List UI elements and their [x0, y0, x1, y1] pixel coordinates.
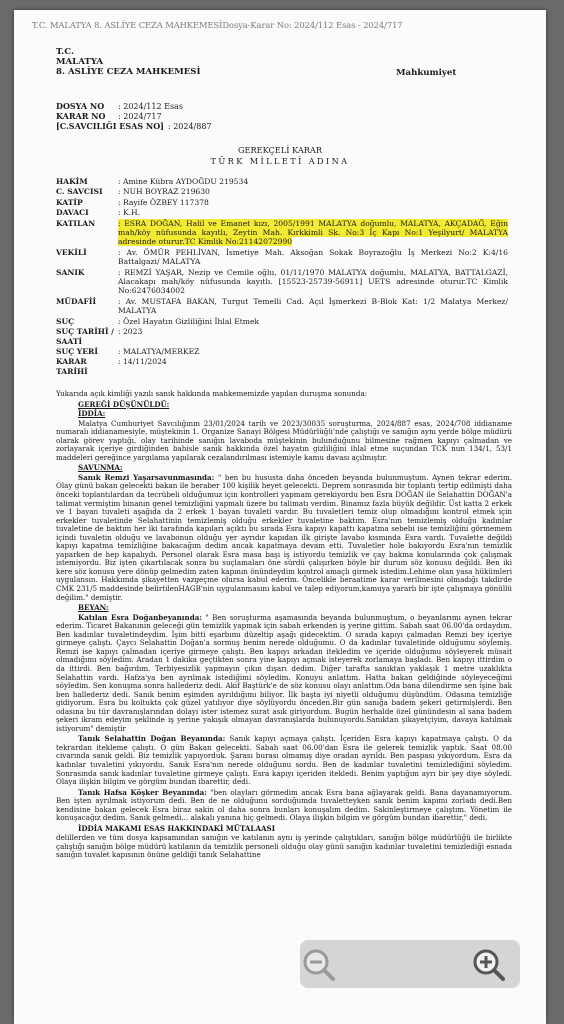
party-row — [56, 248, 508, 267]
paragraph-text: " Ben soruşturma aşamasında beyanda bulunmuştum, o beyanlarımı aynen tekrar ederim. Ticaret Bakanının geleceği gün temizlik yapmak için sabah erkenden iş yerine gittim. Sabah saat 06.00'da ordaydım. Ben kadınlar tuvaletindeydim. İşim bitti eşarbımı düzeltip aşağı gidecektim. O sırada kapıyı çalmadan Remzi bey içeriye girmeye çalıştı. Çaycı Selahattin Doğan'a sormuş benim nerede olduğumu. O da kadınlar tuvaletinde olduğumu söylemiş. Remzi ise kapıyı çalmadan içeriye girmeye çalıştı. Ben kapıyı arkadan itekledim ve içeride olduğumu söyleyerek müsait olmadığımı söyledim. Aradan 1 dakika geçtikten sonra yine kapıyı açmak isteyerek zorlamaya başladı. Ben kapıyı ittirdim o da ittirdi. Ben bağırdım. Terbiyesizlik yapmayın çıkın dışarı dedim. Diğer tarafta sanıktan yaklaşık 1 metre uzaklıkta Selahattin vardı. Hafza'ya ben ayrılmak istediğimi söyledim. Konuyu anlattım. Hatta bakan geldiğinde söyleyeceğimi söyledim. Sen konuşma sonra hallederiz dedi. Akif Baştürk'e de söz konusu olayı anlattım.Oda bana dilendirme sen işine bak ben hallederiz dedi. Sanık benim eşimden ayrıldığımı biliyor. İlk başta iyi niyetli olduğumu düşündüm. Odasına temizliğe gidiyorum. Esra bu koltukta çok güzel yatılıyor diye söylüyordu önceden.Bir gün sanığa badem şekeri getirmişlerdi. Ben odasına bu tür davranışlarından dolayı ister istemez surat asık giriyordum. Bugün herhalde özel günündesin al sana badem şekeri ikram edeyim şeklinde iş yerine yakışık olmayan davranışlarda bulunuyordu.Sanıktan şikayetçiyim, davaya katılmak istiyorum" demiştir — [56, 612, 512, 733]
zoom-in-button[interactable] — [470, 946, 508, 984]
paragraph — [56, 614, 512, 734]
section-heading: İDDİA: — [78, 409, 106, 419]
party-value: : Özel Hayatın Gizliliğini İhlal Etmek — [118, 316, 260, 326]
party-row — [56, 357, 508, 376]
party-label: SUÇ — [56, 316, 75, 326]
party-row — [56, 268, 508, 296]
party-label: KARAR TARİHİ — [56, 357, 88, 376]
document-page — [14, 10, 546, 1024]
case-info-row — [56, 101, 183, 111]
zoom-in-icon — [470, 946, 508, 984]
paragraph — [56, 735, 512, 786]
court-name — [56, 47, 201, 77]
party-label: KATILAN — [56, 218, 96, 228]
section-heading: İDDİA MAKAMI ESAS HAKKINDAKİ MÜTALAASI — [78, 823, 276, 833]
party-label: SUÇ TARİHİ / SAATİ — [56, 327, 114, 346]
party-label: DAVACI — [56, 208, 89, 218]
party-row — [56, 219, 508, 247]
party-label: SUÇ YERİ — [56, 346, 98, 356]
highlighted-text: : ESRA DOĞAN, Halil ve Emanet kızı, 2005/1991 MALATYA doğumlu, MALATYA, AKÇADAĞ, Eğin mah/köy nüfusunda kayıtlı, Zeytin Mah. Kırkkimli Sk. No:3 İç Kapı No:1 Yeşilyurt/ MALATYA adresinde oturur.TC Kimlik No:21142072990 — [118, 218, 508, 247]
intro-paragraph: Yukarıda açık kimliği yazılı sanık hakkında mahkememizde yapılan duruşma sonunda: — [56, 389, 368, 398]
party-label: HAKİM — [56, 177, 88, 186]
case-info-label: [C.SAVCILIĞI ESAS NO] — [56, 121, 164, 131]
party-row — [56, 347, 508, 356]
party-value: : 14/11/2024 — [118, 357, 167, 367]
section-heading: GEREĞİ DÜŞÜNÜLDÜ: — [78, 399, 170, 409]
decision-type: Mahkumiyet — [396, 68, 457, 78]
party-value: : Rayife ÖZBEY 117378 — [118, 197, 209, 207]
party-row — [56, 198, 508, 207]
party-row — [56, 327, 508, 346]
paragraph-text: Sanık kapıyı açmaya çalıştı. İçeriden Esra kapıyı kapatmaya çalıştı. O da tekrardan itekleme çalıştı. O gün Bakan gelecekti. Sabah saat 06.00'dan Esra ile gelerek temizlik yaptık. Saat 08.00 civarında sanık geldi. Biz temizlik yapıyorduk. Şarası burası olmamış diye oradan ayrıldı. Ben paspası yıkıyordum. Esra da kadınlar tuvaletini yıkıyordu. Sanık Esra'nın nerede olduğunu sordu. Ben de kadınlar tuvaletini temizlediğini söyledim. Sonrasında sanık kadınlar tuvaletine girmeye çalıştı. Esra kapıyı içeriden itekledi. Benim yaptığım ayrı bir şey diye söyledi. Olaya ilişkin bilgim ve görgüm bundan ibarettir, dedi. — [56, 734, 512, 787]
section-heading: BEYAN: — [78, 603, 109, 613]
zoom-out-button[interactable] — [300, 946, 338, 984]
party-value: : Av. ÖMÜR PEHLİVAN, İsmetiye Mah. Aksoğan Sokak Boyrazoğlu İş Merkezi No:2 K:4/16 Battalgazi/ MALATYA — [118, 247, 508, 267]
section-heading: SAVUNMA: — [78, 463, 123, 473]
party-label: MÜDAFİİ — [56, 296, 97, 306]
case-info-value: : 2024/112 Esas — [118, 102, 183, 111]
paragraph — [56, 474, 512, 602]
party-value: : REMZİ YAŞAR, Nezip ve Cemile oğlu, 01/11/1970 MALATYA doğumlu, MALATYA, BATTALGAZİ, Alacakapı mah/köy nüfusunda kayıtlı. [15523-25739-56911] UETS adresinde oturur.TC Kimlik No:62476034002 — [118, 267, 508, 296]
paragraph: delillerden ve tüm dosya kapsamından sanığın ve katılanın aynı iş yerinde çalıştıkları, sanığın bölge müdürlüğü ile birlikte çalıştığı sanığın bölge müdürü katılanın da temizlik personeli olduğu olay günü sanığın kadınlar tuvaletini temizlediği esnada sanığın tuvalet kapısının önüne geldiği tanık Selahattine — [56, 833, 512, 860]
party-value — [118, 219, 508, 247]
paragraph-label: Katılan Esra Doğanbeyanında: — [78, 612, 202, 622]
case-info-row — [56, 121, 212, 131]
paragraph-text: "ben olayları görmedim ancak Esra bana ağlayarak geldi. Bana dayanamıyorum. Ben işten ayrılmak istiyorum dedi. Ben de ne olduğunu sorduğumda tuvaletteyken sanık benim kapımı zorladı dedi.Ben kendisine bakan gelecek Esra biraz sakin ol daha sonra bunları konuşalım dedim. Sakinleştirmeye çalıştım. Yönetim ile konuşacağız dedim. Sanık gelmedi... alakalı yanına hiç gelmedi. Olaya ilişkin bilgim ve görgüm bundan ibarettir," dedi. — [56, 787, 512, 823]
case-info-value: : 2024/887 — [167, 122, 212, 131]
paragraph-label: Tanık Selahattin Doğan Beyanında: — [78, 734, 226, 744]
paragraph-label: Sanık Remzi Yaşarsavunmasında: — [78, 472, 215, 482]
party-row — [56, 177, 508, 186]
party-value: : MALATYA/MERKEZ — [118, 346, 200, 356]
party-label: KATİP — [56, 197, 83, 207]
title-turk-milleti-adina: TÜRK MİLLETİ ADINA — [210, 156, 350, 166]
paragraph — [56, 789, 512, 823]
party-row — [56, 297, 508, 316]
case-info-value: : 2024/717 — [118, 112, 162, 121]
party-value: : 2023 — [118, 327, 143, 337]
title-gerekceli-karar: GEREKÇELİ KARAR — [237, 145, 322, 155]
paragraph-label: Tanık Hafsa Köşker Beyanında: — [78, 787, 207, 797]
court-line: T.C. — [56, 47, 74, 57]
paragraph-text: " ben bu hususta daha önceden beyanda bulunmuştum. Aynen tekrar ederim. Olay günü bakan gelecekti bakan ile beraber 100 kişilik heyet gelecekti. Deprem sonrasında bir toplantı tertip edilmişti daha önceki toplantılardan da tecrübeli olduğumuz için kontrolleri yapmam gerekiyordu ben Esra DOĞAN ile Selahattin DOĞAN'a talimat vermiştim binanın genel temizliğini yapmalı üzere bu talimatı verdim. Binamız fazla büyük değildir. Üst katta 2 erkek ve 1 bayan tuvaleti aşağıda da 2 erkek 1 bayan tuvaleti vardır. Bu tuvaletleri temiz olup olmadığını kontrol etmek için erkekler tuvaletinde Selahattinin temizlemiş olduğu erkekler tuvaletine baktım. Esra'nın temizlemiş olduğu kadınlar tuvaletine de baktım her iki tarafında kapıları açıktı bu sırada Esra kapıyı kapattı kapatma sebebi ise temizliğini görmemem içindi tuvaletin olduğu ve lavabonun olduğu yer ayrıdır kapıdan ilk girişte lavabo kısmında Esra vardı. Tuvalette değildi kapıyı kapatma temizliğine bakacağım dedim ancak kapatmaya devam etti. Tuvaletler hole bakıyordu Esra'nın temizlik yaparken de hep kapalıydı. Personel olarak Esra masa başı iş istiyordu temizlik ve çay bakma konularında çok çalışmak istemiyordu. Biz işten çıkartılacak sonra bu suçlamaları öne sürdü çalışırken böyle bir durum söz konusu değildi. Ben iki kere söz konusu yere dönüp gelmedim zaten kapının önündeydim kontrol amaçlı girmek istedim.Lehime olan yasa hükümleri uygulansın. Hakkımda şikayetten vazgeçme olursa kabul ederim. Öncelikle beraatime karar verilmesini olmadığı takdirde CMK 231/5 maddesinde belirtilenHAGB'nin uygulanmasını kabul ve talep ediyorum,kamuya yararlı bir işte çalışmaya gönüllü değilim." demiştir. — [56, 472, 512, 602]
party-row — [56, 208, 508, 217]
page-header: T.C. MALATYA 8. ASLİYE CEZA MAHKEMESİDosya-Karar No: 2024/112 Esas - 2024/717 — [32, 20, 403, 30]
party-value: : K.H. — [118, 208, 141, 218]
court-line: 8. ASLİYE CEZA MAHKEMESİ — [56, 67, 201, 77]
party-label: C. SAVCISI — [56, 187, 103, 197]
case-info-row — [56, 111, 162, 121]
court-line: MALATYA — [56, 57, 104, 67]
decision-body — [56, 390, 512, 862]
paragraph: Malatya Cumhuriyet Savcılığının 23/01/2024 tarih ve 2023/30035 soruşturma, 2024/887 esas, 2024/708 iddianame numaralı iddianamesiyle, müştekinin 1. Organize Sanayi Bölgesi Müdürlüğü'nde çalıştığı ve sanığın aynı yerde bölge müdürü olarak görev yaptığı, olay tarihinde sanığın lavaboda müştekinin bulunduğunu bilmesine rağmen kapıyı çalmadan ve zorlayarak içeriye girdiğinden bahisle sanık hakkında özel hayatın gizliliğini ihlal etme suçundan TCK nun 134/1, 53/1 maddeleri gereğince yargılama yapılarak cezalandırılması istemiyle kamu davası açılmıştır. — [56, 418, 512, 462]
party-row — [56, 187, 508, 196]
party-row — [56, 317, 508, 326]
zoom-out-icon — [300, 946, 338, 984]
party-label: SANIK — [56, 267, 85, 277]
case-info-label: DOSYA NO — [56, 101, 105, 111]
party-value: : Av. MUSTAFA BAKAN, Turgut Temelli Cad. Açıl İşmerkezi B-Blok Kat: 1/2 Malatya Merkez/ MALATYA — [118, 296, 508, 316]
party-value: : NUH BOYRAZ 219630 — [118, 187, 210, 197]
party-value: : Amine Kübra AYDOĞDU 219534 — [118, 177, 249, 186]
case-info-label: KARAR NO — [56, 111, 106, 121]
party-label: VEKİLİ — [56, 247, 87, 257]
parties-block — [56, 177, 508, 377]
